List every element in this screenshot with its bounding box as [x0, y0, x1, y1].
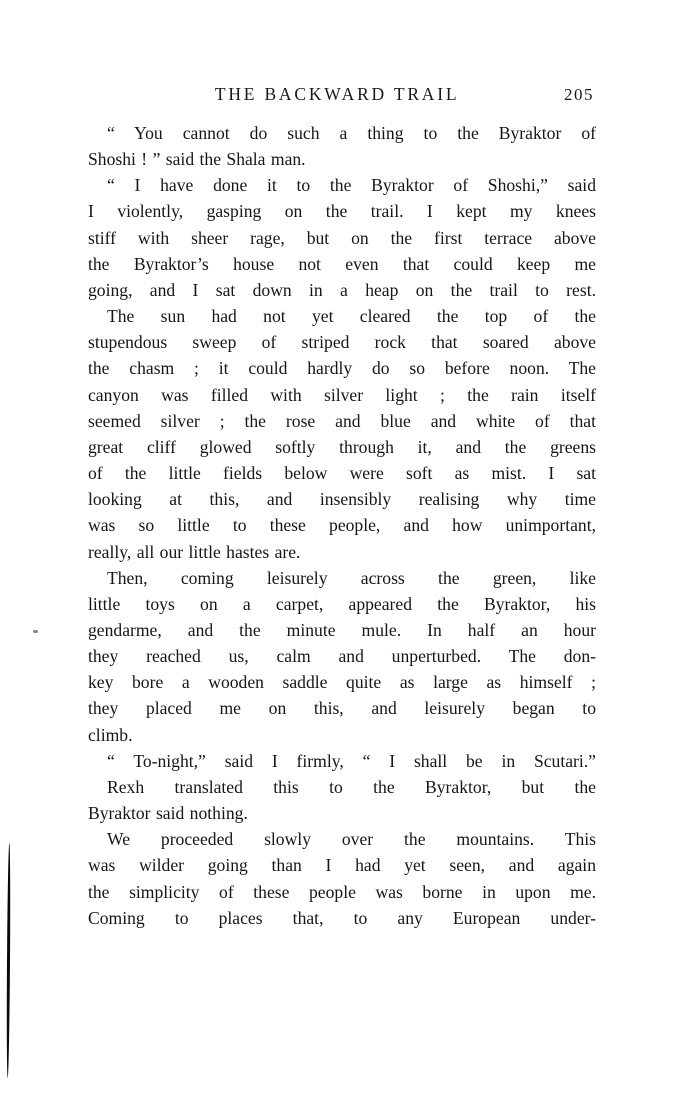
text-line: Byraktor said nothing. [88, 803, 248, 824]
text-line: We proceeded slowly over the mountains. This [107, 829, 596, 850]
text-line: “ You cannot do such a thing to the Byraktor of [107, 123, 596, 143]
body-text [88, 120, 596, 931]
chapter-title: THE BACKWARD TRAIL [214, 84, 460, 104]
paragraph [88, 826, 596, 931]
text-line: Shoshi ! ” said the Shala man. [88, 149, 306, 170]
text-line: the chasm ; it could hardly do so before noon. The [88, 358, 596, 379]
text-line: climb. [88, 724, 133, 745]
scan-speck-artifact [33, 630, 38, 633]
paragraph [88, 774, 596, 826]
paragraph [88, 172, 596, 303]
text-line: seemed silver ; the rose and blue and white of that [88, 410, 596, 431]
text-line: looking at this, and insensibly realising why time [88, 489, 596, 510]
text-line: going, and I sat down in a heap on the trail to rest. [88, 279, 596, 300]
text-line: was so little to these people, and how unimportant, [88, 515, 596, 536]
text-line: they reached us, calm and unperturbed. The don- [88, 646, 596, 667]
text-line: they placed me on this, and leisurely began to [88, 698, 596, 719]
text-line: “ To-night,” said I firmly, “ I shall be in Scutari.” [107, 750, 596, 771]
text-line: Rexh translated this to the Byraktor, but the [107, 776, 596, 797]
paragraph [88, 120, 596, 172]
text-line: little toys on a carpet, appeared the Byraktor, his [88, 593, 596, 614]
text-line: key bore a wooden saddle quite as large as himself ; [88, 672, 596, 693]
running-header [88, 84, 596, 108]
paragraph [88, 303, 596, 565]
text-line: I violently, gasping on the trail. I kept my knees [88, 201, 596, 222]
paragraph [88, 565, 596, 748]
page-number: 205 [564, 85, 594, 104]
text-line: the simplicity of these people was borne in upon me. [88, 881, 596, 902]
scan-binding-artifact [6, 843, 11, 1078]
paragraph [88, 748, 596, 774]
text-line: Coming to places that, to any European under- [88, 907, 596, 928]
text-line: stupendous sweep of striped rock that soared above [88, 332, 596, 353]
text-line: stiff with sheer rage, but on the first terrace above [88, 227, 596, 248]
text-line: was wilder going than I had yet seen, and again [88, 855, 596, 876]
text-line: great cliff glowed softly through it, and the greens [88, 436, 596, 457]
text-line: Then, coming leisurely across the green, like [107, 567, 596, 588]
text-line: of the little fields below were soft as mist. I sat [88, 463, 596, 484]
text-line: “ I have done it to the Byraktor of Shoshi,” said [107, 175, 596, 196]
text-line: canyon was filled with silver light ; the rain itself [88, 384, 596, 405]
text-line: the Byraktor’s house not even that could keep me [88, 253, 596, 274]
text-line: really, all our little hastes are. [88, 541, 301, 562]
text-line: gendarme, and the minute mule. In half an hour [88, 619, 596, 640]
text-line: The sun had not yet cleared the top of the [107, 306, 596, 327]
